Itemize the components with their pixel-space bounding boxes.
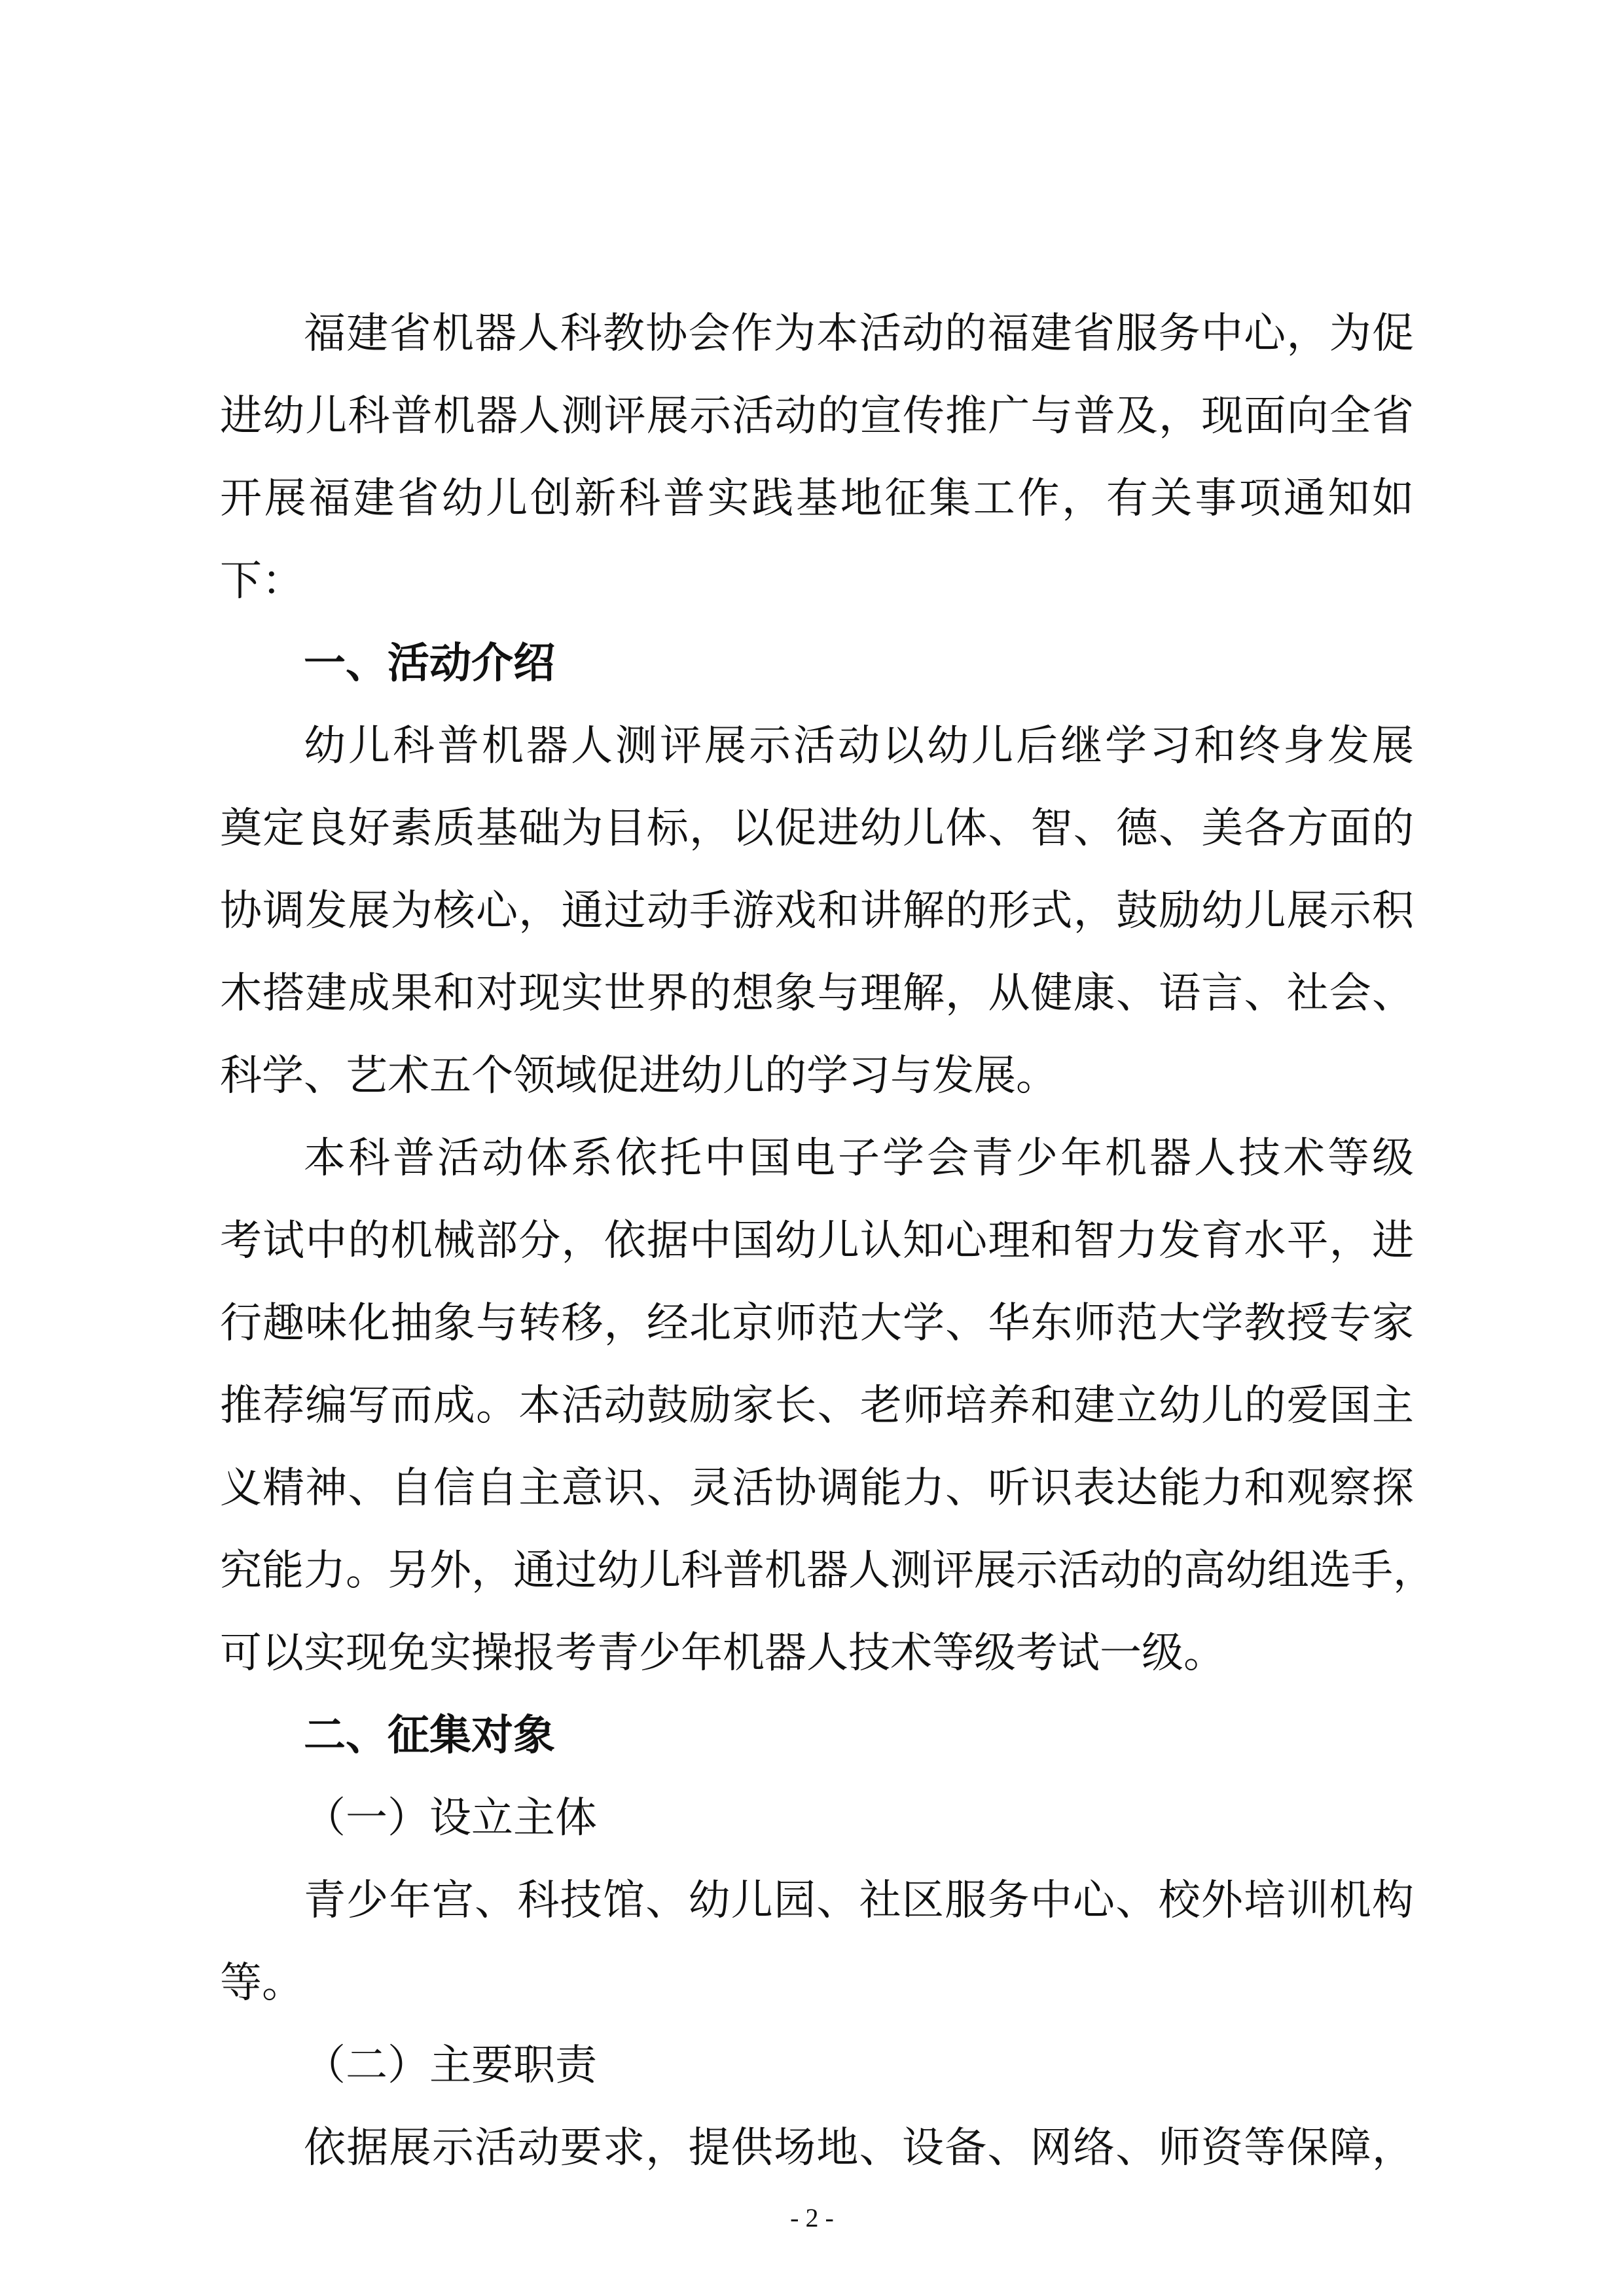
section1-para1-line-1: 幼儿科普机器人测评展示活动以幼儿后继学习和终身发展 <box>304 722 1414 770</box>
page-number: - 2 - <box>790 2203 834 2233</box>
section1-para2-line-2: 考试中的机械部分，依据中国幼儿认知心理和智力发育水平，进 <box>220 1217 1414 1265</box>
intro-line-1: 福建省机器人科教协会作为本活动的福建省服务中心，为促 <box>304 310 1414 358</box>
section1-para1-line-3: 协调发展为核心，通过动手游戏和讲解的形式，鼓励幼儿展示积 <box>220 887 1414 935</box>
intro-line-4: 下： <box>220 557 304 605</box>
intro-line-2: 进幼儿科普机器人测评展示活动的宣传推广与普及，现面向全省 <box>220 392 1414 440</box>
section1-para2-line-4: 推荐编写而成。本活动鼓励家长、老师培养和建立幼儿的爱国主 <box>220 1382 1414 1430</box>
section1-para2-line-1: 本科普活动体系依托中国电子学会青少年机器人技术等级 <box>304 1134 1414 1183</box>
section-heading-collection-target: 二、征集对象 <box>304 1712 555 1760</box>
subsection-heading-establishing-entity: （一）设立主体 <box>304 1794 597 1842</box>
section1-para1-line-5: 科学、艺术五个领域促进幼儿的学习与发展。 <box>220 1052 1058 1100</box>
section1-para1-line-4: 木搭建成果和对现实世界的想象与理解，从健康、语言、社会、 <box>220 969 1414 1018</box>
section1-para2-line-3: 行趣味化抽象与转移，经北京师范大学、华东师范大学教授专家 <box>220 1299 1414 1348</box>
sub2-line-1: 依据展示活动要求，提供场地、设备、网络、师资等保障， <box>304 2124 1414 2172</box>
subsection-heading-main-duties: （二）主要职责 <box>304 2041 597 2090</box>
section1-para2-line-7: 可以实现免实操报考青少年机器人技术等级考试一级。 <box>220 1629 1225 1677</box>
section1-para1-line-2: 奠定良好素质基础为目标，以促进幼儿体、智、德、美各方面的 <box>220 804 1414 853</box>
sub1-line-2: 等。 <box>220 1959 304 2007</box>
section1-para2-line-6: 究能力。另外，通过幼儿科普机器人测评展示活动的高幼组选手， <box>220 1547 1435 1595</box>
intro-line-3: 开展福建省幼儿创新科普实践基地征集工作，有关事项通知如 <box>220 475 1414 523</box>
sub1-line-1: 青少年宫、科技馆、幼儿园、社区服务中心、校外培训机构 <box>304 1876 1414 1925</box>
section1-para2-line-5: 义精神、自信自主意识、灵活协调能力、听识表达能力和观察探 <box>220 1464 1414 1513</box>
section-heading-activity-intro: 一、活动介绍 <box>304 639 555 688</box>
